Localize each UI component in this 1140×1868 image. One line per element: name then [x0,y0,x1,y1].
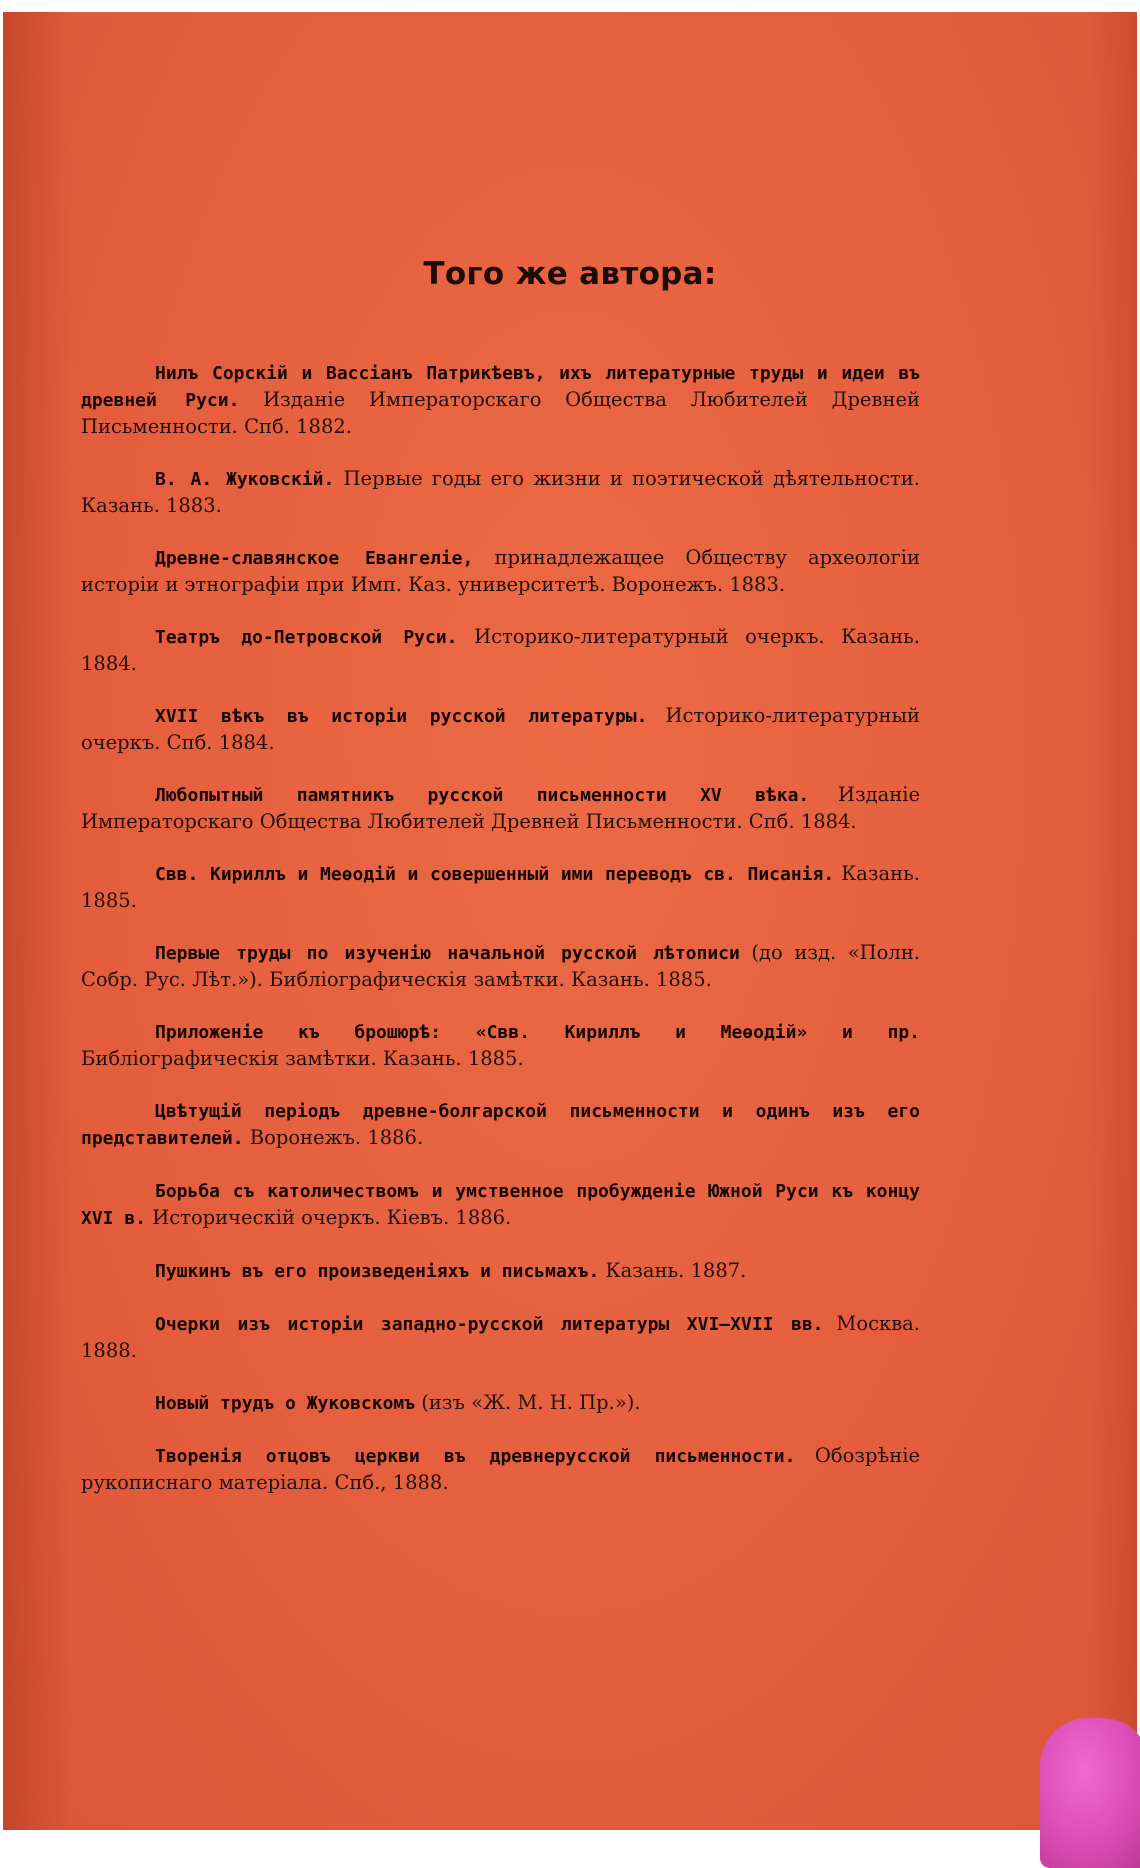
entry-details: Изданіе Императорскаго Общества Любителей Древней Письменности. Спб. 1882. [81,388,920,438]
entry-details: Первые годы его жизни и поэтической дѣятельности. Казань. 1883. [81,467,920,517]
bibliography-entry [81,703,920,756]
entry-details: Историко-литературный очеркъ. Казань. 1884. [81,625,920,675]
page-heading: Того же автора: [423,256,717,292]
entry-title: Приложеніе къ брошюрѣ: «Свв. Кириллъ и Меѳодій» и пр. [155,1022,920,1043]
bibliography-list [81,360,920,1522]
entry-details: (изъ «Ж. М. Н. Пр.»). [415,1391,641,1414]
bibliography-entry [81,1443,920,1496]
bibliography-entry [81,466,920,519]
entry-details: Москва. 1888. [81,1312,920,1362]
entry-title: Нилъ Сорскій и Вассіанъ Патрикѣевъ, ихъ литературные труды и идеи въ древней Руси. [81,363,920,411]
bibliography-entry [81,1098,920,1152]
entry-details: (до изд. «Полн. Собр. Рус. Лѣт.»). Библіографическія замѣтки. Казань. 1885. [81,941,921,991]
bibliography-entry [81,360,920,440]
entry-details: принадлежащее Обществу археологіи исторіи и этнографіи при Имп. Каз. университетѣ. Воронежъ. 1883. [81,546,920,596]
entry-title: Театръ до-Петровской Руси. [155,627,458,648]
entry-title: Цвѣтущій періодъ древне-болгарской письменности и одинъ изъ его представителей. [81,1101,920,1149]
bibliography-entry [81,940,920,993]
entry-title: Первые труды по изученію начальной русской лѣтописи [155,943,740,964]
entry-title: Любопытный памятникъ русской письменности XV вѣка. [155,785,810,806]
scanner-finger-thumb [1040,1718,1140,1868]
entry-title: XVII вѣкъ въ исторіи русской литературы. [155,706,648,727]
bibliography-entry [81,1390,920,1417]
entry-title: Борьба съ католичествомъ и умственное пробужденіе Южной Руси къ концу XVI в. [81,1181,920,1229]
entry-title: Древне-славянское Евангеліе, [155,548,474,569]
entry-title: Очерки изъ исторіи западно-русской литературы XVI—XVII вв. [155,1314,824,1335]
entry-title: Пушкинъ въ его произведеніяхъ и письмахъ. [155,1261,600,1282]
bibliography-entry [81,1178,920,1232]
entry-details: Воронежъ. 1886. [243,1126,424,1149]
entry-title: Творенія отцовъ церкви въ древнерусской письменности. [155,1446,796,1467]
entry-title: Свв. Кириллъ и Меѳодій и совершенный ими переводъ св. Писанія. [155,864,835,885]
bibliography-entry [81,545,920,598]
entry-details: Казань. 1887. [599,1259,747,1282]
entry-details: Библіографическія замѣтки. Казань. 1885. [81,1047,524,1070]
entry-details: Казань. 1885. [81,862,920,912]
entry-details: Историко-литературный очеркъ. Спб. 1884. [81,704,920,754]
entry-details: Изданіе Императорскаго Общества Любителей Древней Письменности. Спб. 1884. [81,783,920,833]
entry-details: Историческій очеркъ. Кіевъ. 1886. [146,1206,512,1229]
bibliography-entry [81,1258,920,1285]
entry-details: Обозрѣніе рукописнаго матеріала. Спб., 1888. [81,1444,920,1494]
entry-title: В. А. Жуковскій. [155,469,335,490]
bibliography-entry [81,782,920,835]
book-page [3,12,1137,1830]
bibliography-entry [81,624,920,677]
bibliography-entry [81,1019,920,1072]
bibliography-entry [81,1311,920,1364]
entry-title: Новый трудъ о Жуковскомъ [155,1393,416,1414]
bibliography-entry [81,861,920,914]
